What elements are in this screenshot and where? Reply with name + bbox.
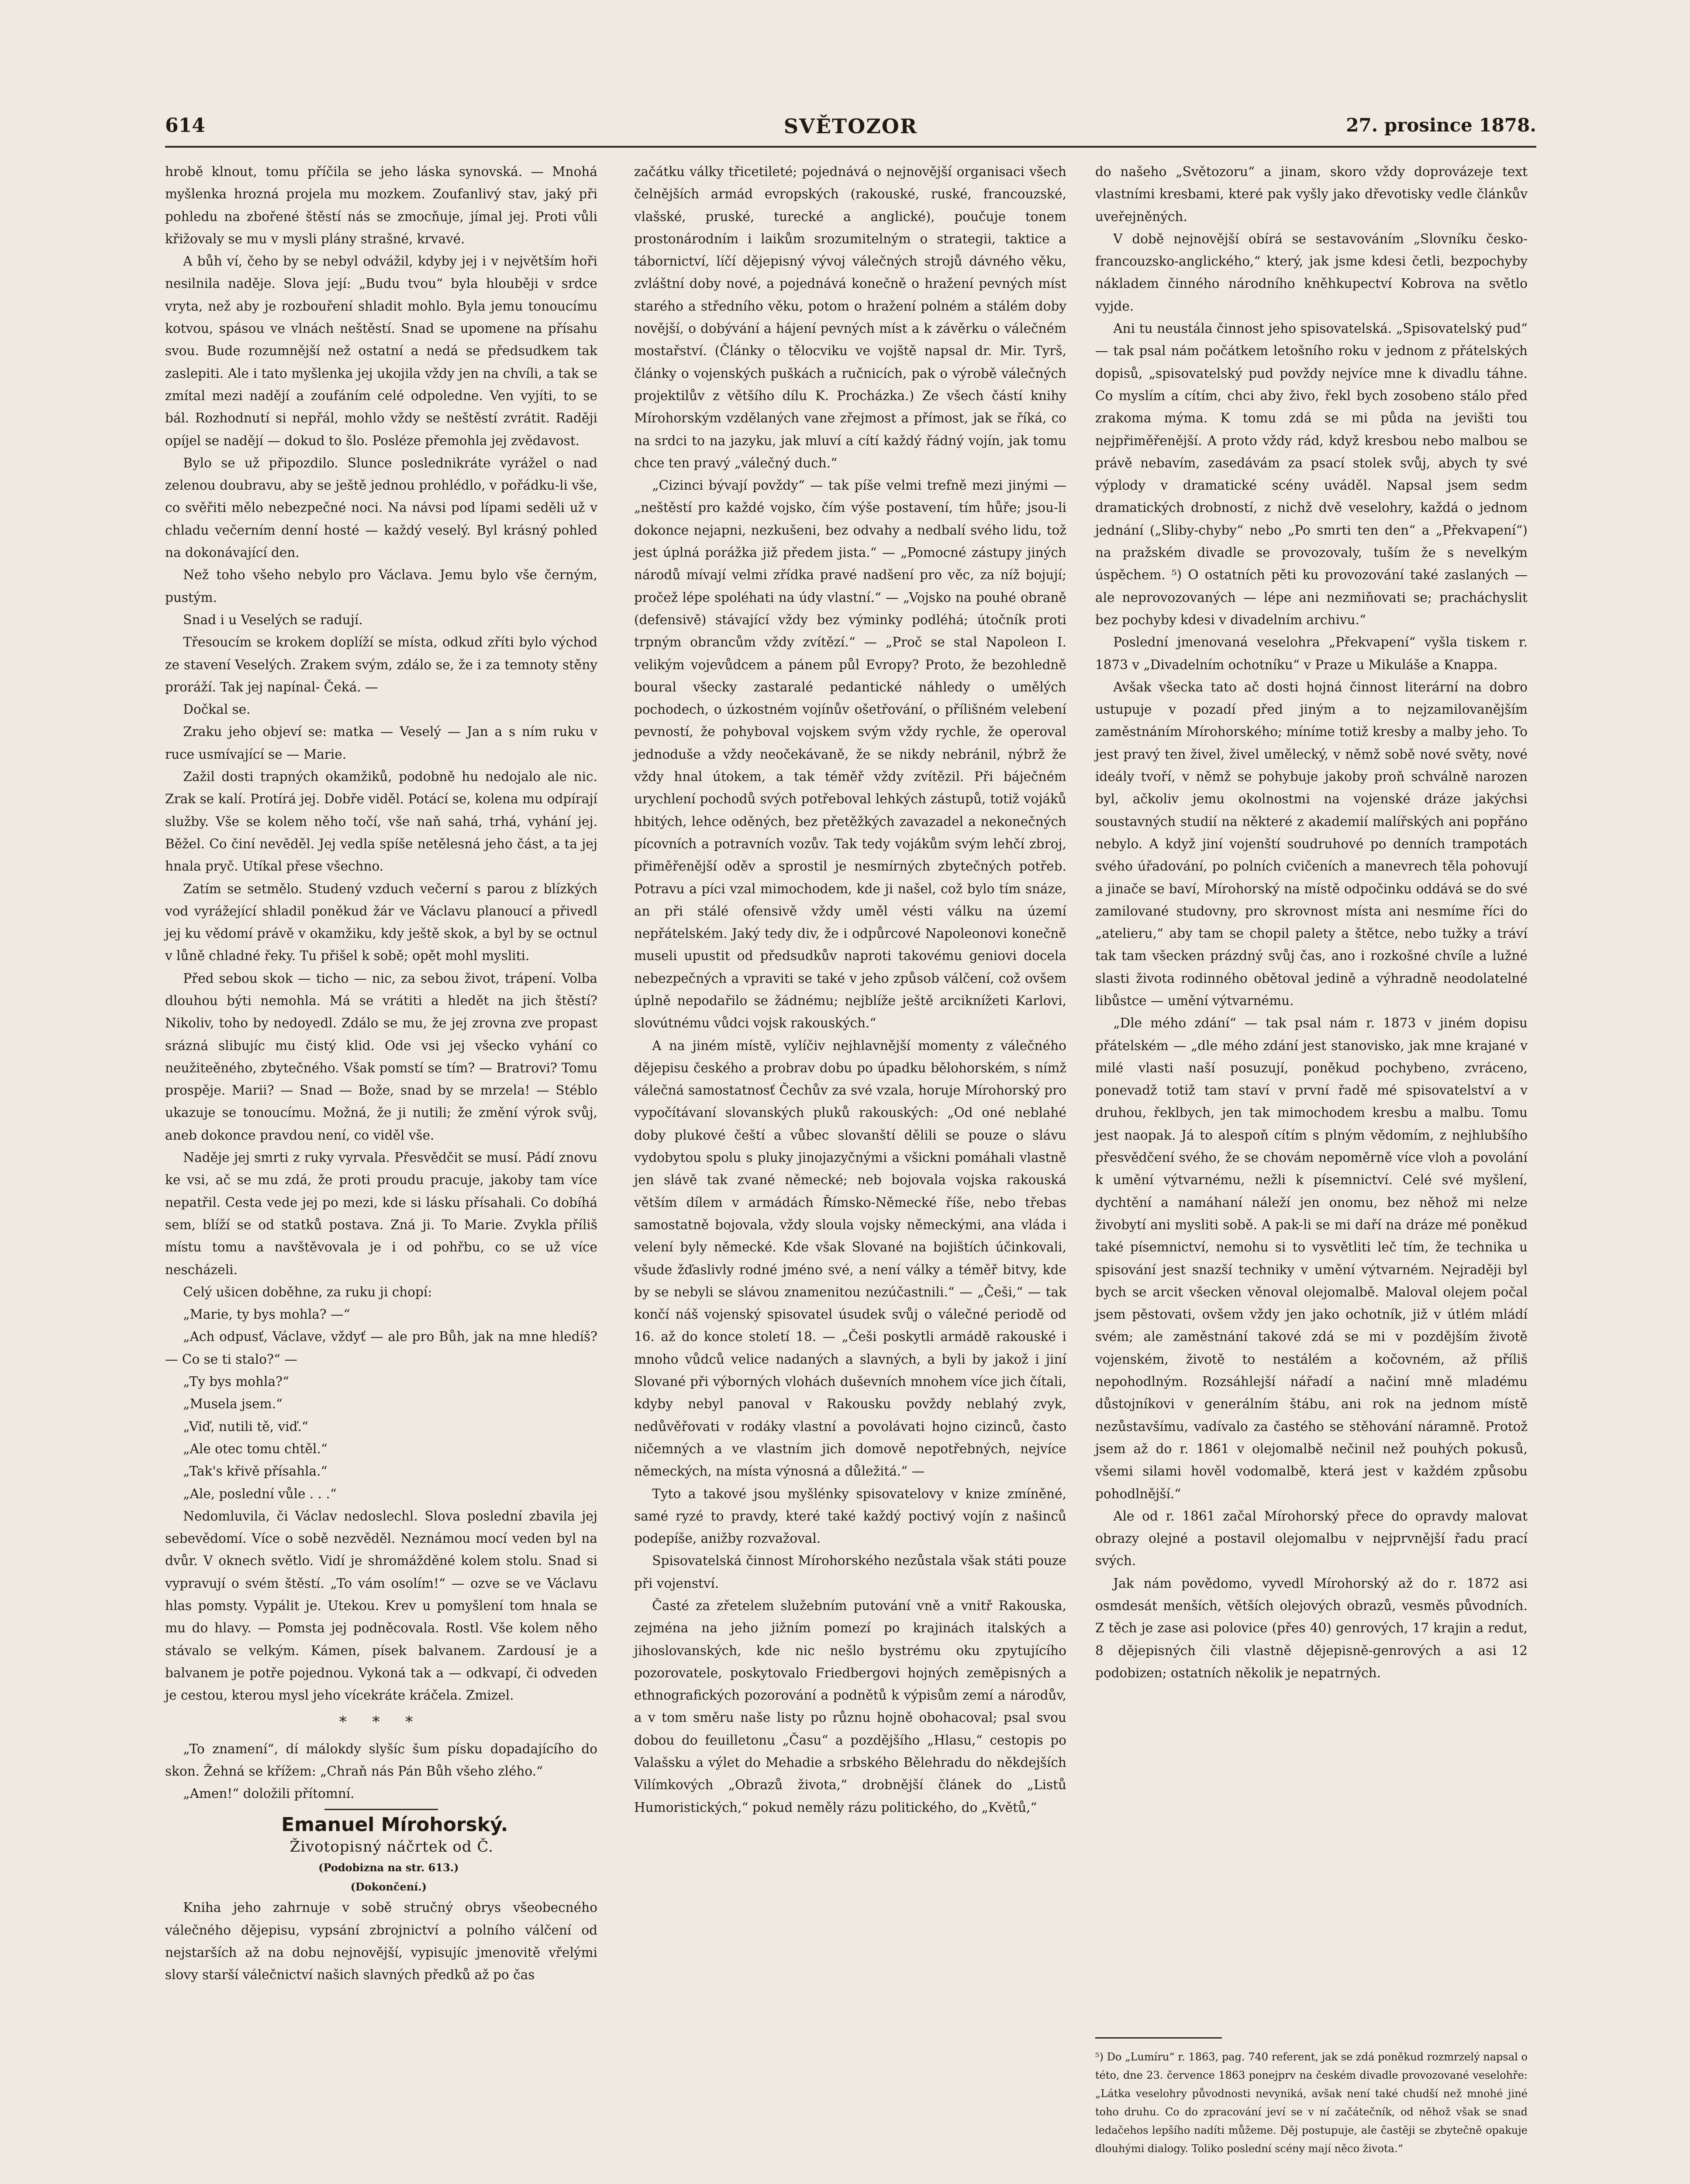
paragraph: „Ale otec tomu chtěl.“ [183, 1441, 328, 1456]
page-header [165, 114, 1536, 141]
column-1 [165, 161, 597, 2184]
paragraph: Avšak všecka tato ač dosti hojná činnost literární na dobro ustupuje v pozadí před jiným a to nejzamilovanějším zaměstnáním Mírohorského; míníme totiž kresby a malby jeho. To jest pravý ten živel, živel umělecký, v němž sobě nové světy, nové ideály tvoří, v němž se pohybuje jakoby proň schválně narozen byl, ačkoliv jemu okolnostmi na vojenské dráze jakýchsi soustavných studií na některé z akademií malířských ani popřáno nebylo. A když jiní vojenští soudruhové po denních trampotách svého úřadování, po polních cvičeních a manevrech těla pohovují a jinače se baví, Mírohorský na místě odpočinku oddává se do své zamilované studovny, pro skrovnost místa ani nesmíme říci do „atelieru,“ aby tam se chopil palety a štětce, nebo tužky a tráví tak tam všecken prázdný svůj čas, ano i rozkošné chvíle a lužné slasti života rodinného obětoval jedině a výhradně neodolatelné libůstce — umění výtvarnému. [1095, 679, 1528, 1008]
paragraph: A bůh ví, čeho by se nebyl odvážil, kdyby jej i v největším hoři nesilnila naděje. Slova její: „Budu tvou“ byla hlouběji v srdce vryta, než aby je rozbouření shladit mohlo. Byla jemu tonoucímu kotvou, spásou ve vlnách neštěstí. Snad se upomene na přísahu svou. Bude rozumnější než ostatní a nedá se předsudkem tak zaslepiti. Ale i tato myšlenka jej ukojila vždy jen na chvíli, a tak se zmítal mezi nadějí a zoufáním celé odpoledne. Ven vyjíti, to se bál. Rozhodnutí si nepřál, mohlo vždy se neštěstí zvrátit. Raději opíjel se nadějí — dokud to šlo. Posléze přemohla jej zvědavost. [165, 254, 597, 448]
issue-date: 27. prosince 1878. [1346, 114, 1536, 136]
paragraph: Zatím se setmělo. Studený vzduch večerní s parou z blízkých vod vyrážející shladil poněkud žár ve Václavu planoucí a přivedl jej ku vědomí právě v okamžiku, kdy ještě skok, a byl by se octnul v lůně chladné řeky. Tu přišel k sobě; opět mohl mysliti. [165, 881, 597, 964]
paragraph: Před sebou skok — ticho — nic, za sebou život, trápení. Volba dlouhou býti nemohla. Má se vrátiti a hledět na jich štěstí? Nikoliv, toho by nedoyedl. Zdálo se mu, že jej zrovna zve propast srázná slibujíc mu čistý klid. Ode vsi jej všecko vyhání co neužiteěného, zbytečného. Však pomstí se tím? — Bratrovi? Tomu prospěje. Marii? — Snad — Bože, snad by se mrzela! — Stéblo ukazuje se tonoucímu. Možná, že ji nutili; že změní výrok svůj, aneb dokonce pravdou není, co viděl vše. [165, 971, 597, 1143]
paragraph: Ale od r. 1861 začal Mírohorský přece do opravdy malovat obrazy olejné a postavil olejomalbu v nejprvnější řadu prací svých. [1095, 1508, 1528, 1569]
paragraph: Třesoucím se krokem doplíží se místa, odkud zříti bylo východ ze stavení Veselých. Zrakem svým, zdálo se, že i za temnoty stěny proráží. Tak jej napínal- Čeká. — [165, 635, 597, 695]
paragraph: Snad i u Veselých se radují. [183, 612, 363, 627]
paragraph: hrobě klnout, tomu příčila se jeho láska synovská. — Mnohá myšlenka hrozná projela mu mozkem. Zoufanlivý stav, jaký při pohledu na zbořené štěstí nás se zmocňuje, jímal jej. Proti vůli křižovaly se mu v mysli plány strašné, krvavé. [165, 164, 597, 246]
paragraph: Bylo se už připozdilo. Slunce poslednikráte vyrážel o nad zelenou doubravu, aby se ještě jednou prohlédlo, v pořádku-li vše, co svěřiti mělo nebezpečné noci. Na návsi pod lípami seděli už v chladu večerním denní hosté — každý veselý. Byl krásný pohled na dokonávající den. [165, 455, 597, 560]
paragraph: Jak nám povědomo, vyvedl Mírohorský až do r. 1872 asi osmdesát menších, větších olejových obrazů, vesměs původních. Z těch je zase asi polovice (přes 40) genrových, 17 krajin a redut, 8 dějepisných čili vlastně dějepisně-genrových a asi 12 podobizen; ostatních několik je nepatrných. [1095, 1576, 1528, 1680]
paragraph: Časté za zřetelem služebním putování vně a vnitř Rakouska, zejména na jeho jižním pomezí po krajinách italských a jihoslovanských, kde nic nešlo bystrému oku zpytujícího pozorovatele, poskytovalo Friedbergovi hojných zeměpisných a ethnografických pozorování a podnětů k výpisům zemí a národův, a v tom směru naše listy po různu hojně obohacoval; psal svou dobou do feuilletonu „Času“ a pozdějšího „Hlasu,“ cestopis po Valašsku a výlet do Mehadie a srbského Bělehradu do někdejších Vilímkových „Obrazů života,“ drobnější článek do „Listů Humoristických,“ pokud neměly rázu politického, do „Květů,“ [634, 1598, 1066, 1815]
paragraph: „Marie, ty bys mohla? —“ [183, 1307, 350, 1322]
paragraph: Celý ušicen doběhne, za ruku ji chopí: [183, 1284, 432, 1299]
paragraph: „Ach odpusť, Václave, vždyť — ale pro Bůh, jak na mne hledíš? — Co se ti stalo?“ — [165, 1329, 597, 1367]
page-number: 614 [165, 114, 205, 137]
column-2 [634, 161, 1066, 2184]
paragraph: začátku války třicetileté; pojednává o nejnovější organisaci všech čelnějších armád evropských (rakouské, ruské, francouzské, vlašské, pruské, turecké a anglické), poučuje tonem prostonárodním i laikům srozumitelným o strategii, taktice a tábornictví, líčí dějepisný vývoj válečných strojů dávného věku, zvláštní doby nové, a pojednává konečně o hražení pevných míst starého a středního věku, potom o hražení polném a stálém doby novější, o dobývání a hájení pevných míst a k závěrku o válečném mostařství. (Články o tělocviku ve vojště napsal dr. Mir. Tyrš, články o vojenských puškách a ručnicích, pak o výrobě válečných projektilův z většího dílu K. Procházka.) Ze všech částí knihy Mírohorským vzdělaných vane zřejmost a přímost, jak se říká, co na srdci to na jazyku, jak mluví a cítí každý řádný vojín, jak tomu chce ten pravý „válečný duch.“ [634, 164, 1066, 470]
paragraph: „Ty bys mohla?“ [183, 1374, 289, 1389]
paragraph: do našeho „Světozoru“ a jinam, skoro vždy doprovázeje text vlastními kresbami, které pak vyšly jako dřevotisky vedle článkův uveřejněných. [1095, 164, 1528, 224]
paragraph: Zažil dosti trapných okamžiků, podobně hu nedojalo ale nic. Zrak se kalí. Protírá jej. Dobře viděl. Potácí se, kolena mu odpírají služby. Vše se kolem něho točí, vše naň sahá, trhá, vyhání jej. Běžel. Co činí nevěděl. Jej vedla spíše netělesná jeho část, a ta jej hnala pryč. Utíkal přese všechno. [165, 769, 597, 874]
paragraph: Zraku jeho objeví se: matka — Veselý — Jan a s ním ruku v ruce usmívající se — Marie. [165, 724, 597, 762]
paragraph: A na jiném místě, vylíčiv nejhlavnější momenty z válečného dějepisu českého a probrav dobu po úpadku bělohorském, s nímž válečná samostatnosť Čechův za své vzala, horuje Mírohorský pro vypočítávaní slovanských pluků rakouských: „Od oné neblahé doby plukové čeští a vůbec slovanští dělili se pouze o slávu vydobytou spolu s pluky jinojazyčnými a všickni pomáhali vlastně jen slávě tak zvané německé; neb bojovala vojska rakouská větším dílem v armádách Římsko-Německé říše, nebo třebas samostatně bojovala, vždy sloula vojsky německými, ana vláda i velení byly německé. Kde však Slované na bojištích účinkovali, všude žďaslivly rodné jméno své, a není války a téměř bitvy, kde by se nebyli se slávou znamenitou nezúčastnili.“ — „Češi,“ — tak končí náš vojenský spisovatel úsudek svůj o válečné periodě od 16. až do konce století 18. — „Češi poskytli armádě rakouské i mnoho vůdců velice nadaných a slavných, a byli by jakož i jiní Slované při výborných vlohách duševních mnohem více jich čítali, kdyby nebyl panoval v Rakousku povždy neblahý zvyk, nedůvěřovati v rodáky vlastní a povolávati hojno cizinců, často ničemných a ve vlastním jich domově nepotřebných, nejvíce německých, na místa výnosná a důležitá.“ — [634, 1038, 1066, 1479]
paragraph: „Musela jsem.“ [183, 1396, 283, 1412]
paragraph: „Tak's křivě přísahla.“ [183, 1464, 328, 1479]
article-title: Emanuel Mírohorský. [281, 1813, 508, 1836]
paragraph: Kniha jeho zahrnuje v sobě stručný obrys všeobecného válečného dějepisu, vypsání zbrojnictví a polního válčení od nejstarších až na dobu nejnovější, vypisujíc jmenovitě vřelými slovy starší válečnictví našich slavných předků až po čas [165, 1900, 597, 1983]
paragraph: Tyto a takové jsou myšlénky spisovatelovy v knize zmíněné, samé ryzé to pravdy, které také každý poctivý vojín z našinců podepíše, anižby rozvažoval. [634, 1486, 1066, 1546]
paragraph: Naděje jej smrti z ruky vyrvala. Přesvědčit se musí. Pádí znovu ke vsi, ač se mu zdá, že proti proudu pracuje, jakoby tam více nepatřil. Cesta vede jej po mezi, kde si lásku přísahali. Co dobíhá sem, blíží se od statků postava. Zná ji. To Marie. Zvykla příliš místu tomu a navštěvovala je i od pohřbu, co se už více nescházeli. [165, 1150, 597, 1277]
paragraph: Ani tu neustála činnost jeho spisovatelská. „Spisovatelský pud“ — tak psal nám počátkem letošního roku v jednom z přátelských dopisů, „spisovatelský pud povždy nejvíce mne k divadlu táhne. Co myslím a cítím, chci aby živo, řekl bych zosobeno stálo před zrakoma mýma. K tomu zdá se mi půda na jevišti tou nejpřiměřenější. A proto vždy rád, když kresbou nebo malbou se právě nebavím, zasedávám za psací stolek svůj, abych ty své výplody v dramatické scény uváděl. Napsal jsem sedm dramatických drobností, z nichž dvě veselohry, každá o jednom jednání („Sliby-chyby“ nebo „Po smrti ten den“ a „Překvapení“) na pražském divadle se provozovaly, tuším že s nevelkým úspěchem. ⁵) O ostatních pěti ku provozování také zaslaných — ale neprovozovaných — lépe ani nezmiňovati se; pracháchyslit bez pochyby kdesi v divadelním archivu.“ [1095, 321, 1528, 627]
paragraph: „Ale, poslední vůle . . .“ [183, 1486, 337, 1501]
paragraph: „Viď, nutili tě, viď.“ [183, 1419, 308, 1434]
paragraph: Spisovatelská činnost Mírohorského nezůstala však státi pouze při vojenství. [634, 1553, 1066, 1591]
paragraph: Dočkal se. [183, 702, 251, 717]
masthead: SVĚTOZOR [783, 114, 918, 138]
header-rule [165, 146, 1536, 148]
paragraph: V době nejnovější obírá se sestavováním „Slovníku česko-francouzsko-anglického,“ který, jak jsme kdesi četli, bezpochyby nákladem činného národního kněhkupectví Kobrova na světlo vyjde. [1095, 231, 1528, 314]
paragraph: Než toho všeho nebylo pro Václava. Jemu bylo vše černým, pustým. [165, 567, 597, 605]
paragraph: „Dle mého zdání“ — tak psal nám r. 1873 v jiném dopisu přátelském — „dle mého zdání jest stanovisko, jak mne krajané v milé vlasti naší posuzují, poněkud pochybeno, zvráceno, ponevadž totiž tam staví v první řadě mé spisovatelství a v druhou, řeklbych, jen tak mimochodem kresbu a malbu. Tomu jest naopak. Já to alespoň cítím s plným vědomím, z nejhlubšího přesvědčení svého, že se chovám nepoměrně více vloh a povolání k umění výtvarnému, nežli k písemnictví. Celé své myšlení, dychtění a namáhaní náleží jen onomu, bez něhož mi nelze živobytí ani mysliti sobě. A pak-li se mi daří na dráze mé poněkud také písemnictví, nemohu si to vysvětliti leč tím, že technika u spisování jest snazší techniky v umění výtvarném. Nejraději byl bych se arcit všecken věnoval olejomalbě. Maloval olejem počal jsem pěstovati, ovšem vždy jen jako ochotník, již v útlém mládí svém; ale zaměstnání takové zdá se mi v pozdějším životě vojenském, životě to nestálém a kočovném, až příliš nepohodlným. Rozsáhlejší nářadí a načiní mně mladému důstojníkovi v generálním štábu, ani rok na jednom místě nezůstavšímu, vadívalo za častého se stěhování náramně. Protož jsem až do r. 1861 v olejomalbě nečinil než pouhých pokusů, všemi silami hověl vodomalbě, která jest v každém způsobu pohodlnější.“ [1095, 1016, 1528, 1501]
paragraph: „Cizinci bývají povždy“ — tak píše velmi trefně mezi jinými — „neštěstí pro každé vojsko, čím výše postavení, tím hůře; jsou-li dokonce nejapni, nezkušeni, bez odvahy a nedbalí svého lidu, tož jest úplná porážka již předem jista.“ — „Pomocné zástupy jiných národů mívají velmi zřídka pravé nadšení pro věc, za níž bojují; pročež lépe spoléhati na údy vlastní.“ — „Vojsko na pouhé obraně (defensivě) stávající vždy bez výminky podléhá; útočník proti trpným obrancům vždy zvítězí.“ — „Proč se stal Napoleon I. velikým vojevůdcem a pánem půl Evropy? Proto, že bezohledně boural všecky zastaralé pedantické náhledy o umělých pochodech, o úzkostném vojínův ošetřování, o přílišném velebení pevností, že pohyboval vojskem svým vždy rychle, že operoval jednoduše a vždy neočekávaně, že se nikdy nebránil, nýbrž že vždy hnal útokem, a tak téměř vždy zvítězil. Při báječném urychlení pochodů svých potřeboval lehkých zástupů, totiž vojáků hbitých, lehce oděných, bez přetěžkých zavazadel a nekonečných pícovních a potravních vozův. Tak tedy vojákům svým lehčí zbroj, přiměřenější oděv a sprostil je nesmírných zbytečných potřeb. Potravu a píci vzal mimochodem, kde ji našel, což bylo tím snáze, an při stálé ofensivě vždy uměl vésti válku na území nepřátelském. Jaký tedy div, že i odpůrcové Napoleonovi konečně museli upustit od předsudkův naproti takovému geniovi docela nebezpečných a vpraviti se také v jeho způsob válčení, což ovšem úplně nepodařilo se žádnému; nejblíže ještě arciknížeti Karlovi, slovútnému vůdci vojsk rakouských.“ [634, 478, 1066, 1031]
article-note: (Dokončení.) [350, 1880, 427, 1894]
footnote: ⁵) Do „Lumíru“ r. 1863, pag. 740 referent, jak se zdá poněkud rozmrzelý napsal o této, dne 23. července 1863 ponejprv na českém divadle provozované veselohře: „Látka veselohry původnosti nevyniká, avšak není také chudší než mnohé jiné toho druhu. Co do zpracování jeví se v ní začátečník, od něhož však se snad ledačehos lepšího nadíti můžeme. Děj postupuje, ale častěji se zbytečně opakuje dlouhými dialogy. Tolikо poslední scény mají něco života.“ [1095, 2051, 1528, 2155]
article-note: (Podobizna na str. 613.) [318, 1861, 459, 1874]
paragraph: „To znamení“, dí málokdy slyšíc šum písku dopadajícího do skon. Žehná se křížem: „Chraň nás Pán Bůh všeho zlého.“ [165, 1741, 597, 1779]
paragraph: Nedomluvila, či Václav nedoslechl. Slova poslední zbavila jej sebevědomí. Více o sobě nezvěděl. Neznámou mocí veden byl na dvůr. V oknech světlo. Vidí je shromážděné kolem stolu. Snad si vypravují o svém štěstí. „To vám osolím!“ — ozve se ve Václavu hlas pomsty. Vypálit je. Utekou. Krev u pomyšlení tom hnala se mu do hlavy. — Pomsta jej podněcovala. Rostl. Vše kolem něho stávalo se velkým. Kámen, písek balvanem. Zardousí je a balvanem je potře pojednou. Vykoná tak a — odkvapí, či odveden je cestou, kterou mysl jeho vícekráte kráčela. Zmizel. [165, 1508, 597, 1703]
footnote-rule [1095, 2037, 1222, 2039]
paragraph: „Amen!“ doložili přítomní. [183, 1786, 355, 1801]
article-divider [324, 1809, 438, 1810]
column-3 [1095, 161, 1528, 2030]
paragraph: Poslední jmenovaná veselohra „Překvapení“ vyšla tiskem r. 1873 v „Divadelním ochotníku“ v Praze u Mikuláše a Knappa. [1095, 635, 1528, 672]
article-subtitle: Životopisný náčrtek od Č. [290, 1838, 494, 1856]
section-separator: * * * [339, 1713, 424, 1731]
